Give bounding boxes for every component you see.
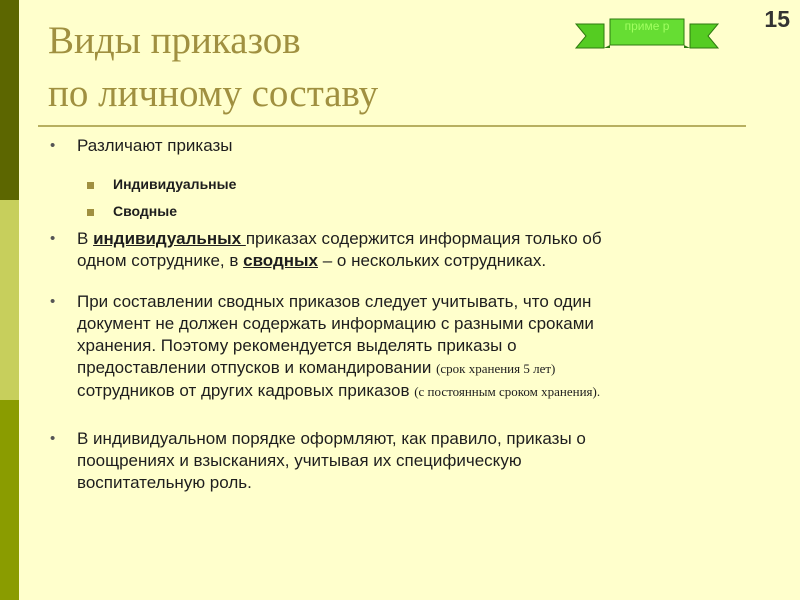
slide-number: 15	[764, 6, 790, 32]
sub-bullet-item	[50, 173, 350, 193]
sub-bullet-square	[87, 209, 94, 216]
emphasis-summary: сводных	[243, 251, 318, 270]
slide-title	[48, 14, 378, 120]
bullet-dot: •	[50, 430, 56, 447]
storage-note: (с постоянным сроком хранения).	[414, 384, 601, 399]
text-line	[77, 228, 737, 250]
text-line: поощрениях и взысканиях, учитывая их специфическую	[77, 451, 522, 470]
text-line: В индивидуальном порядке оформляют, как правило, приказы о	[77, 429, 586, 448]
text-span: В	[77, 229, 94, 248]
sub-bullet-text: Сводные	[113, 203, 177, 219]
text-line: При составлении сводных приказов следует учитывать, что один	[77, 292, 592, 311]
storage-note: (срок хранения 5 лет)	[436, 361, 556, 376]
text-span: – о нескольких сотрудниках.	[317, 251, 547, 270]
ribbon-label: приме р	[624, 19, 670, 33]
bullet-text	[77, 291, 757, 403]
text-span: приказах содержится информация только об	[245, 229, 602, 248]
bullet-dot: •	[50, 293, 56, 310]
text-line	[77, 250, 737, 272]
sub-bullet-square	[87, 182, 94, 189]
text-span: сотрудников от других кадровых приказов	[77, 381, 415, 400]
text-line: хранения. Поэтому рекомендуется выделять приказы о	[77, 336, 517, 355]
bullet-text	[77, 228, 737, 272]
sub-bullet-item	[50, 200, 350, 220]
sidebar-band-olive	[0, 400, 19, 600]
sidebar-band-light	[0, 200, 19, 400]
text-line	[77, 357, 757, 380]
sidebar-band-dark	[0, 0, 19, 200]
text-span: предоставлении отпусков и командировании	[77, 358, 437, 377]
text-line: воспитательную роль.	[77, 473, 252, 492]
emphasis-individual: индивидуальных	[93, 229, 246, 248]
title-divider	[38, 125, 746, 127]
text-line	[77, 380, 757, 403]
title-line-1: Виды приказов	[48, 19, 301, 62]
sub-bullet-text: Индивидуальные	[113, 176, 237, 192]
text-line: документ не должен содержать информацию с разными сроками	[77, 314, 594, 333]
decorative-sidebar	[0, 0, 19, 600]
bullet-dot: •	[50, 137, 56, 154]
bullet-text	[77, 428, 757, 494]
bullet-dot: •	[50, 230, 56, 247]
example-ribbon-button[interactable]	[574, 18, 720, 50]
title-line-2: по личному составу	[48, 72, 379, 115]
text-span: одном сотруднике, в	[77, 251, 244, 270]
bullet-text: Различают приказы	[77, 136, 233, 155]
